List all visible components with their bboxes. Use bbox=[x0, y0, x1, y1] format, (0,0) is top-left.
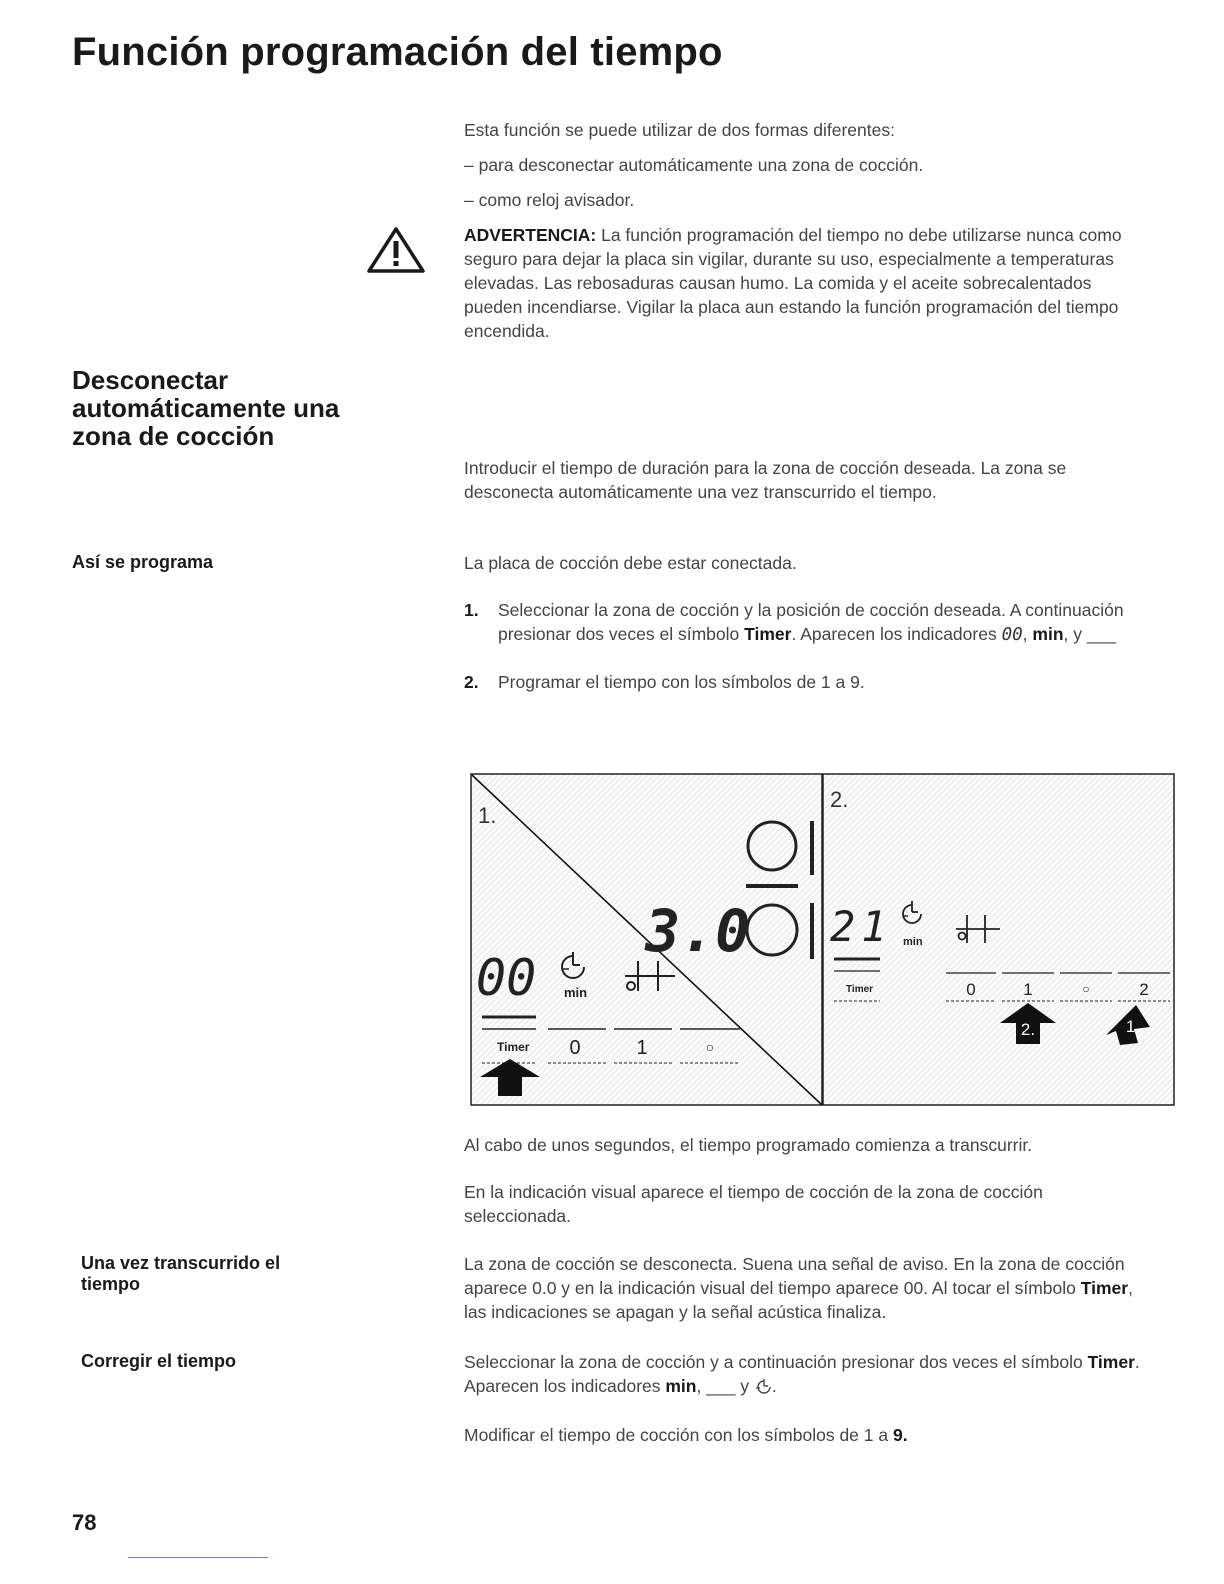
min-label: min bbox=[903, 936, 923, 948]
step-2 bbox=[464, 670, 1164, 694]
page-title: Función programación del tiempo bbox=[72, 30, 723, 74]
step-text: . Aparecen los indicadores bbox=[791, 624, 1002, 644]
segment-display-text: 00 bbox=[1001, 625, 1023, 645]
timer-word: Timer bbox=[1087, 1352, 1135, 1372]
after-block bbox=[464, 1133, 1154, 1228]
footer-line bbox=[128, 1557, 268, 1558]
key-label: 0 bbox=[966, 980, 976, 999]
correct-text-part: . bbox=[771, 1376, 777, 1396]
timer-key-label: Timer bbox=[497, 1040, 530, 1054]
key-label: 1 bbox=[1023, 980, 1033, 999]
step-number: 2. bbox=[464, 672, 479, 692]
step-text: , y ___ bbox=[1063, 624, 1117, 644]
zone-power-display: 3.0 bbox=[645, 897, 750, 965]
elapsed-heading: Una vez transcurrido el tiempo bbox=[81, 1253, 281, 1294]
panel-2-label: 2. bbox=[830, 787, 849, 812]
modify-text bbox=[464, 1423, 1154, 1447]
warning-paragraph bbox=[464, 223, 1154, 343]
min-word: min bbox=[1032, 624, 1064, 644]
correct-text-part: , ___ y bbox=[696, 1376, 754, 1396]
panel-1-label: 1. bbox=[478, 803, 497, 828]
key-label: 1 bbox=[636, 1037, 648, 1059]
howto-heading: Así se programa bbox=[72, 552, 214, 572]
key-label: 0 bbox=[569, 1037, 581, 1059]
arrow-step-label: 1. bbox=[1125, 1017, 1141, 1036]
elapsed-text-part: La zona de cocción se desconecta. Suena una señal de aviso. En la zona de cocción aparece 0.0 y en la indicación visual del tiempo aparece 00. Al tocar el símbolo bbox=[464, 1254, 1125, 1298]
step-number: 1. bbox=[464, 600, 479, 620]
correct-text bbox=[464, 1350, 1154, 1398]
page-number: 78 bbox=[72, 1510, 97, 1535]
timer-word: Timer bbox=[1080, 1278, 1129, 1298]
warning-text: La función programación del tiempo no debe utilizarse nunca como seguro para dejar la placa sin vigilar, durante su uso, especialmente a temperaturas elevadas. Las rebosaduras causan humo. La comida y el aceite sobrecalentados pueden incendiarse. Vigilar la placa aun estando la función programación del tiempo encendida. bbox=[464, 225, 1122, 341]
timer-display: 21 bbox=[830, 902, 893, 951]
step-text: Programar el tiempo con los símbolos de 1 a 9. bbox=[498, 672, 865, 692]
timer-key-label: Timer bbox=[846, 984, 874, 995]
elapsed-text-part: , las indicaciones se apagan y la señal acústica finaliza. bbox=[464, 1278, 1133, 1322]
control-panel-figure bbox=[470, 773, 1176, 1107]
warning-triangle-icon bbox=[366, 226, 426, 274]
min-label: min bbox=[564, 985, 588, 1000]
modify-text-part: 9. bbox=[892, 1425, 908, 1445]
after-text: Al cabo de unos segundos, el tiempo programado comienza a transcurrir. bbox=[464, 1135, 1033, 1155]
timer-word: Timer bbox=[744, 624, 792, 644]
after-text: En la indicación visual aparece el tiempo de cocción de la zona de cocción seleccionada. bbox=[464, 1182, 1043, 1226]
correct-heading: Corregir el tiempo bbox=[81, 1351, 237, 1371]
elapsed-text bbox=[464, 1252, 1154, 1324]
timer-display: 00 bbox=[476, 949, 537, 1007]
min-word: min bbox=[665, 1376, 697, 1396]
howto-block bbox=[464, 551, 1164, 694]
step-text: , bbox=[1022, 624, 1033, 644]
timer-clock-icon bbox=[754, 1378, 772, 1394]
modify-text-part: Modificar el tiempo de cocción con los símbolos de 1 a bbox=[464, 1425, 893, 1445]
warning-label: ADVERTENCIA: bbox=[464, 225, 597, 245]
step-1 bbox=[464, 598, 1164, 647]
intro-block bbox=[464, 118, 1154, 212]
intro-text: Esta función se puede utilizar de dos formas diferentes: bbox=[464, 120, 895, 140]
section-heading: Desconectar automáticamente una zona de cocción bbox=[72, 365, 340, 451]
use-item: – para desconectar automáticamente una zona de cocción. bbox=[464, 155, 924, 175]
step-text: Seleccionar la zona de cocción y la posición de cocción deseada. A continuación presionar dos veces el símbolo bbox=[498, 600, 1124, 644]
section-intro: Introducir el tiempo de duración para la zona de cocción deseada. La zona se desconecta automáticamente una vez transcurrido el tiempo. bbox=[464, 458, 1067, 502]
correct-text-part: Seleccionar la zona de cocción y a continuación presionar dos veces el símbolo bbox=[464, 1352, 1088, 1372]
use-item: – como reloj avisador. bbox=[464, 190, 635, 210]
precondition-text: La placa de cocción debe estar conectada. bbox=[464, 553, 797, 573]
key-label: ○ bbox=[1082, 982, 1090, 996]
arrow-step-label: 2. bbox=[1020, 1020, 1036, 1039]
key-label: 2 bbox=[1139, 980, 1149, 999]
correct-text-part: . Aparecen los indicadores bbox=[464, 1352, 1140, 1396]
key-label: ○ bbox=[705, 1039, 715, 1055]
